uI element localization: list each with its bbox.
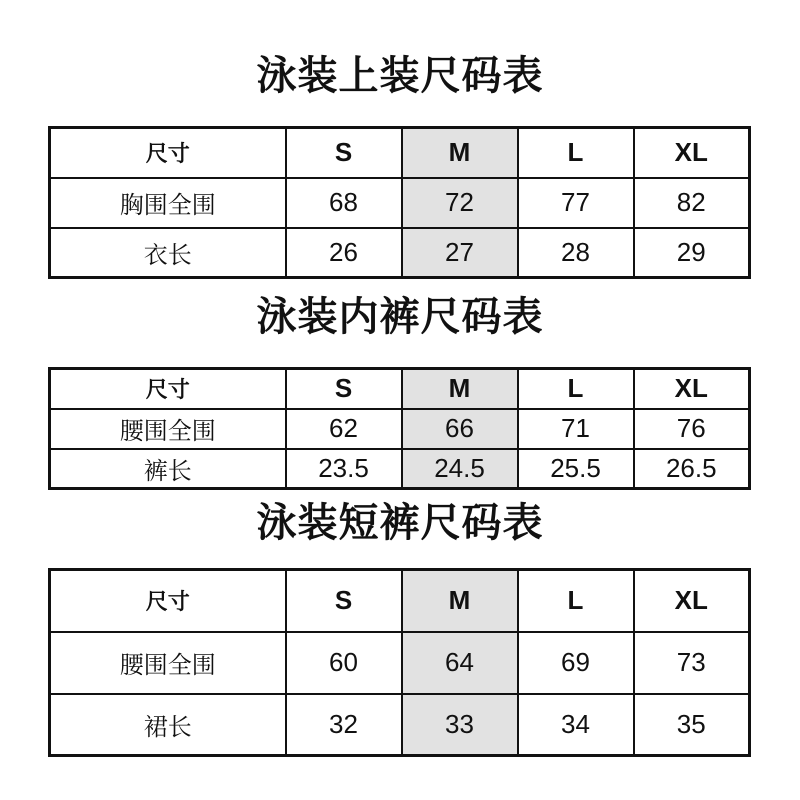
table-header-row xyxy=(50,369,750,409)
table-cell: 26.5 xyxy=(634,449,750,489)
table-cell: 69 xyxy=(518,632,634,694)
table-cell: 33 xyxy=(402,694,518,756)
header-cell-s: S xyxy=(286,570,402,632)
table-row xyxy=(50,228,750,278)
header-cell-l: L xyxy=(518,570,634,632)
header-cell-m: M xyxy=(402,369,518,409)
table-row xyxy=(50,632,750,694)
header-cell-m: M xyxy=(402,570,518,632)
table-row xyxy=(50,449,750,489)
table-header-row xyxy=(50,128,750,178)
table-cell: 35 xyxy=(634,694,750,756)
table-cell: 23.5 xyxy=(286,449,402,489)
row-label: 腰围全围 xyxy=(50,632,286,694)
table-cell: 34 xyxy=(518,694,634,756)
table-header-row xyxy=(50,570,750,632)
table-cell: 25.5 xyxy=(518,449,634,489)
table-cell: 73 xyxy=(634,632,750,694)
table-row xyxy=(50,178,750,228)
table-cell: 24.5 xyxy=(402,449,518,489)
header-cell-l: L xyxy=(518,128,634,178)
header-cell-xl: XL xyxy=(634,128,750,178)
table-row xyxy=(50,694,750,756)
shorts-size-chart-title: 泳装短裤尺码表 xyxy=(256,500,544,546)
header-cell-m: M xyxy=(402,128,518,178)
table-cell: 28 xyxy=(518,228,634,278)
table-cell: 62 xyxy=(286,409,402,449)
table-cell: 76 xyxy=(634,409,750,449)
row-label: 裙长 xyxy=(50,694,286,756)
table-cell: 27 xyxy=(402,228,518,278)
table-cell: 72 xyxy=(402,178,518,228)
header-cell-size: 尺寸 xyxy=(50,570,286,632)
briefs-size-chart-title: 泳装内裤尺码表 xyxy=(256,294,544,340)
table-cell: 77 xyxy=(518,178,634,228)
row-label: 胸围全围 xyxy=(50,178,286,228)
row-label: 裤长 xyxy=(50,449,286,489)
top-size-chart-title: 泳装上装尺码表 xyxy=(256,53,544,99)
table-row xyxy=(50,409,750,449)
header-cell-s: S xyxy=(286,369,402,409)
table-cell: 68 xyxy=(286,178,402,228)
table-cell: 82 xyxy=(634,178,750,228)
table-cell: 71 xyxy=(518,409,634,449)
header-cell-l: L xyxy=(518,369,634,409)
header-cell-xl: XL xyxy=(634,570,750,632)
row-label: 衣长 xyxy=(50,228,286,278)
header-cell-size: 尺寸 xyxy=(50,128,286,178)
table-cell: 32 xyxy=(286,694,402,756)
table-cell: 64 xyxy=(402,632,518,694)
shorts-size-table xyxy=(48,568,751,757)
header-cell-size: 尺寸 xyxy=(50,369,286,409)
header-cell-s: S xyxy=(286,128,402,178)
top-size-table xyxy=(48,126,751,279)
row-label: 腰围全围 xyxy=(50,409,286,449)
table-cell: 66 xyxy=(402,409,518,449)
table-cell: 29 xyxy=(634,228,750,278)
briefs-size-table xyxy=(48,367,751,490)
table-cell: 60 xyxy=(286,632,402,694)
table-cell: 26 xyxy=(286,228,402,278)
header-cell-xl: XL xyxy=(634,369,750,409)
